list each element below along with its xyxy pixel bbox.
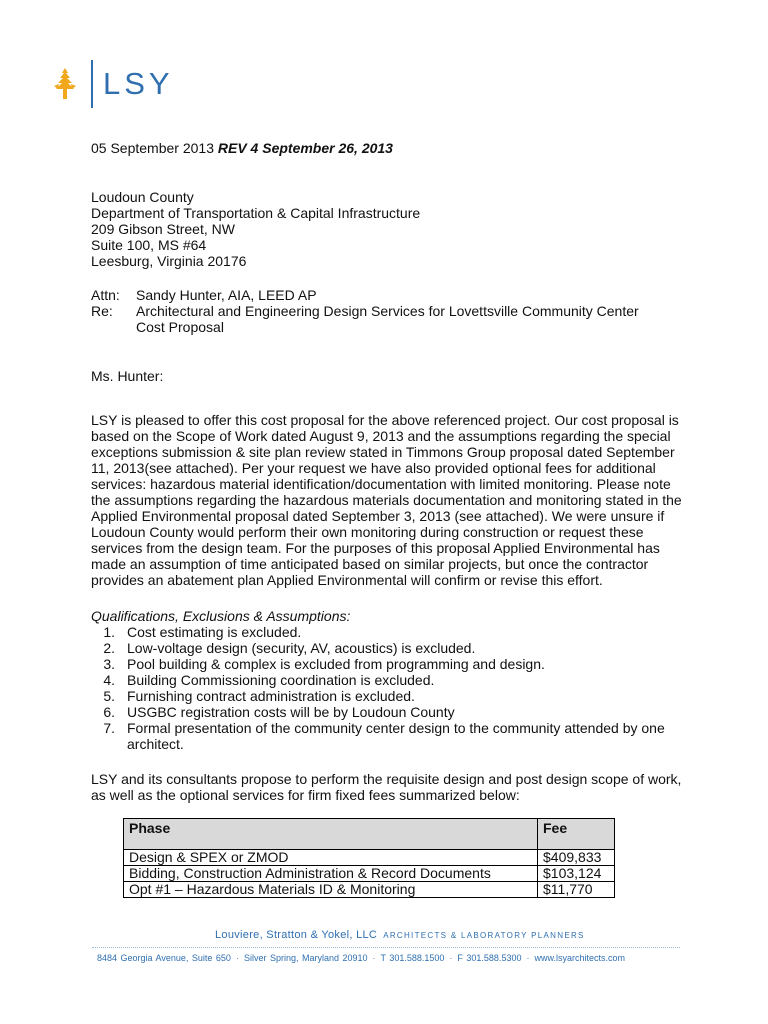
body-paragraph-2 <box>91 771 681 803</box>
address-line: 209 Gibson Street, NW <box>91 221 235 237</box>
paragraph-line: services from the design team. For the purposes of this proposal Applied Environmental has <box>91 540 660 556</box>
paragraph-line: the assumptions regarding the hazardous materials documentation and monitoring stated in the <box>91 492 682 508</box>
table-header-row <box>124 819 615 850</box>
address-line: Leesburg, Virginia 20176 <box>91 253 247 269</box>
phase-cell: Bidding, Construction Administration & Record Documents <box>124 866 538 882</box>
salutation: Ms. Hunter: <box>91 368 164 384</box>
qualifications-list <box>91 624 665 752</box>
leaf-icon <box>52 68 78 100</box>
street-address: 8484 Georgia Avenue, Suite 650 <box>97 953 231 963</box>
list-item: 5. Furnishing contract administration is excluded. <box>103 688 415 704</box>
paragraph-line: as well as the optional services for firm fixed fees summarized below: <box>91 787 520 803</box>
list-item-continuation: architect. <box>127 736 184 752</box>
firm-name: Louviere, Stratton & Yokel, LLC <box>215 929 378 941</box>
fee-cell: $409,833 <box>538 850 615 866</box>
logo-text: LSY <box>103 66 174 101</box>
phone-number: T 301.588.1500 <box>380 953 445 963</box>
list-item: 2. Low-voltage design (security, AV, acoustics) is excluded. <box>103 640 476 656</box>
address-line: Department of Transportation & Capital Infrastructure <box>91 205 421 221</box>
attn-value: Sandy Hunter, AIA, LEED AP <box>136 287 317 303</box>
footer-address: 8484 Georgia Avenue, Suite 650 · Silver Spring, Maryland 20910 · T 301.588.1500 · F 301.588.5300 · www.lsyarchitects.com <box>97 953 625 963</box>
paragraph-line: LSY is pleased to offer this cost proposal for the above referenced project. Our cost proposal is <box>91 412 679 428</box>
re-label: Re: <box>91 303 113 319</box>
paragraph-line: made an assumption of time anticipated based on similar projects, but once the contractor <box>91 556 649 572</box>
fee-table <box>123 818 615 898</box>
re-line: Cost Proposal <box>136 319 224 335</box>
re-subject <box>136 303 639 335</box>
qualifications-heading: Qualifications, Exclusions & Assumptions: <box>91 608 351 624</box>
fax-number: F 301.588.5300 <box>457 953 522 963</box>
list-item: 7. Formal presentation of the community center design to the community attended by one <box>103 720 665 736</box>
logo-divider <box>91 60 93 108</box>
paragraph-line: 11, 2013(see attached). Per your request we have also provided optional fees for additional <box>91 460 656 476</box>
letter-date: 05 September 2013 <box>91 140 214 156</box>
fee-header: Fee <box>538 819 615 850</box>
fee-cell: $103,124 <box>538 866 615 882</box>
list-item: 1. Cost estimating is excluded. <box>103 624 302 640</box>
list-item: 3. Pool building & complex is excluded from programming and design. <box>103 656 545 672</box>
table-row <box>124 866 615 882</box>
list-item: 6. USGBC registration costs will be by Loudoun County <box>103 704 455 720</box>
date-line <box>91 140 393 156</box>
table-row <box>124 850 615 866</box>
website-link[interactable]: www.lsyarchitects.com <box>534 953 625 963</box>
re-line: Architectural and Engineering Design Services for Lovettsville Community Center <box>136 303 639 319</box>
paragraph-line: services: hazardous material identification/documentation with limited monitoring. Please note <box>91 476 671 492</box>
fee-cell: $11,770 <box>538 882 615 898</box>
phase-cell: Design & SPEX or ZMOD <box>124 850 538 866</box>
address-line: Suite 100, MS #64 <box>91 237 207 253</box>
address-line: Loudoun County <box>91 189 194 205</box>
phase-header: Phase <box>124 819 538 850</box>
address-block <box>91 189 420 269</box>
list-item: 4. Building Commissioning coordination is excluded. <box>103 672 435 688</box>
paragraph-line: exceptions submission & site plan review stated in Timmons Group proposal dated September <box>91 444 675 460</box>
body-paragraph <box>91 412 682 588</box>
footer-firm <box>215 929 585 941</box>
paragraph-line: Applied Environmental proposal dated September 3, 2013 (see attached). We were unsure if <box>91 508 665 524</box>
revision-date: REV 4 September 26, 2013 <box>217 140 393 156</box>
attn-label: Attn: <box>91 287 120 303</box>
phase-cell: Opt #1 – Hazardous Materials ID & Monitoring <box>124 882 538 898</box>
footer-divider <box>92 947 680 948</box>
paragraph-line: based on the Scope of Work dated August 9, 2013 and the assumptions regarding the special <box>91 428 671 444</box>
paragraph-line: provides an abatement plan Applied Environmental will confirm or revise this effort. <box>91 572 603 588</box>
paragraph-line: LSY and its consultants propose to perform the requisite design and post design scope of work, <box>91 771 682 787</box>
table-row <box>124 882 615 898</box>
paragraph-line: Loudoun County would perform their own monitoring during construction or request these <box>91 524 644 540</box>
firm-tagline: ARCHITECTS & LABORATORY PLANNERS <box>383 931 585 940</box>
city-address: Silver Spring, Maryland 20910 <box>243 953 368 963</box>
